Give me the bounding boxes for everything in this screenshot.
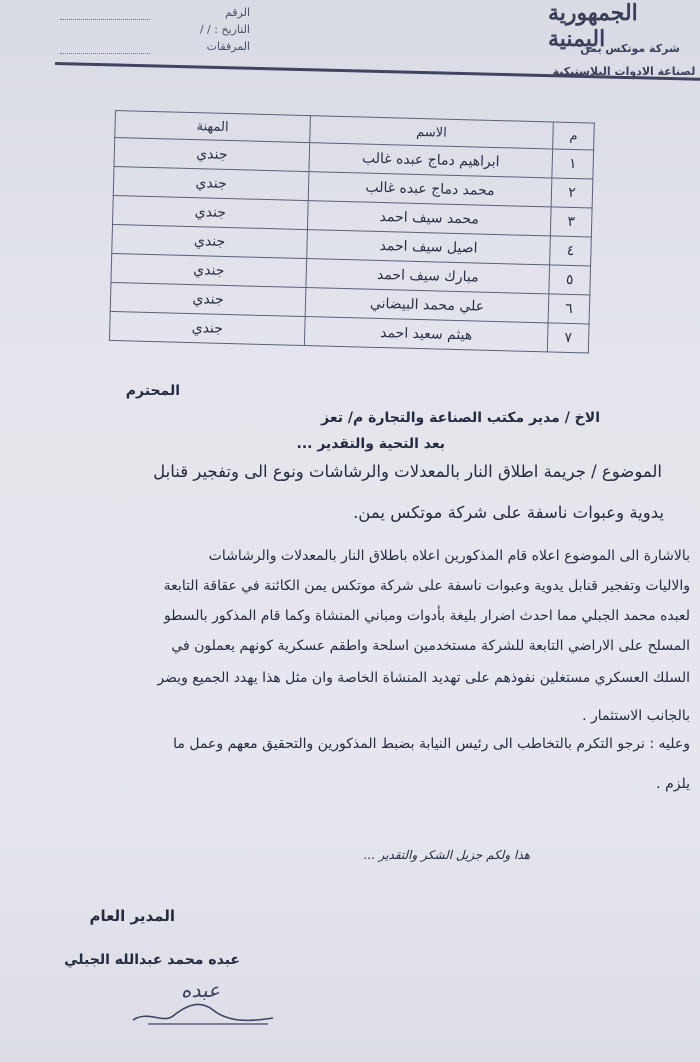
request-line-1: وعليه : نرجو التكرم بالتخاطب الى رئيس النيابة بضبط المذكورين والتحقيق معهم وعمل ما	[173, 736, 690, 752]
signatory-name: عبده محمد عبدالله الجبلي	[64, 952, 240, 968]
field-date-label: التاريخ : / /	[199, 23, 250, 36]
row-profession: جندي	[111, 253, 307, 287]
request-line-2: يلزم .	[656, 776, 690, 792]
row-name: ابراهيم دماج عبده غالب	[309, 143, 553, 178]
body-line-6: بالجانب الاستثمار .	[582, 708, 690, 724]
row-name: هيثم سعيد احمد	[304, 317, 548, 352]
respected-label: المحترم	[125, 383, 180, 399]
signature-stroke	[128, 980, 278, 1028]
row-profession: جندي	[109, 311, 305, 345]
company-activity: لصناعة الادوات البلاستيكية	[552, 65, 696, 78]
signatory-title: المدير العام	[89, 907, 175, 925]
body-line-4: المسلح على الاراضي التابعة للشركة مستخدمين اسلحة واطقم عسكرية كونهم يعملون في	[171, 638, 690, 654]
recipient-line: الاخ / مدير مكتب الصناعة والتجارة م/ تعز	[321, 410, 600, 426]
body-line-5: السلك العسكري مستغلين نفوذهم على تهديد المنشاة الخاصة وان مثل هذا يهدد الجميع ويضر	[157, 670, 690, 686]
body-line-2: والاليات وتفجير قنابل يدوية وعبوات ناسفة على شركة موتكس يمن الكائنة في عقاقة التابعة	[163, 578, 690, 594]
row-number: ٢	[551, 178, 593, 208]
greeting-line: بعد التحية والتقدير ...	[296, 436, 445, 452]
row-profession: جندي	[114, 138, 310, 172]
row-profession: جندي	[112, 224, 308, 258]
row-number: ٣	[550, 207, 592, 237]
names-table	[108, 110, 595, 377]
subject-line-2: يدوية وعبوات ناسفة على شركة موتكس يمن.	[353, 503, 664, 522]
closing-line: هذا ولكم جزيل الشكر والتقدير ...	[363, 848, 530, 862]
row-number: ٥	[549, 265, 591, 295]
row-number: ٤	[550, 236, 592, 266]
row-number: ١	[552, 149, 594, 179]
signature-scrawl: عبده	[181, 978, 220, 1002]
field-attachments-label: المرفقات	[206, 40, 250, 53]
header-number: م	[553, 122, 595, 150]
row-number: ٦	[548, 294, 590, 324]
field-number-line	[60, 19, 150, 20]
row-profession: جندي	[113, 166, 309, 200]
company-name: شركة موتكس يمن	[580, 42, 680, 55]
field-attachments-line	[60, 53, 150, 54]
row-name: محمد دماج عبده غالب	[308, 172, 552, 207]
row-name: مبارك سيف احمد	[306, 259, 550, 294]
subject-line-1: الموضوع / جريمة اطلاق النار بالمعدلات والرشاشات ونوع الى وتفجير قنابل	[153, 462, 662, 481]
row-name: محمد سيف احمد	[307, 201, 551, 236]
header-profession: المهنة	[115, 111, 311, 143]
row-profession: جندي	[110, 282, 306, 316]
row-name: علي محمد البيضاني	[305, 288, 549, 323]
body-line-1: بالاشارة الى الموضوع اعلاه قام المذكورين اعلاه باطلاق النار بالمعدلات والرشاشات	[208, 548, 690, 564]
row-number: ٧	[547, 323, 589, 353]
row-profession: جندي	[113, 195, 309, 229]
row-name: اصيل سيف احمد	[307, 230, 551, 265]
letterhead-logo: الجمهورية اليمنية	[548, 0, 638, 52]
field-number-label: الرقم	[224, 6, 250, 19]
body-line-3: لعبده محمد الجبلي مما احدث اضرار بليغة بأدوات ومباني المنشاة وكما قام المذكور بالسطو	[164, 608, 690, 624]
header-name: الاسم	[310, 116, 554, 149]
